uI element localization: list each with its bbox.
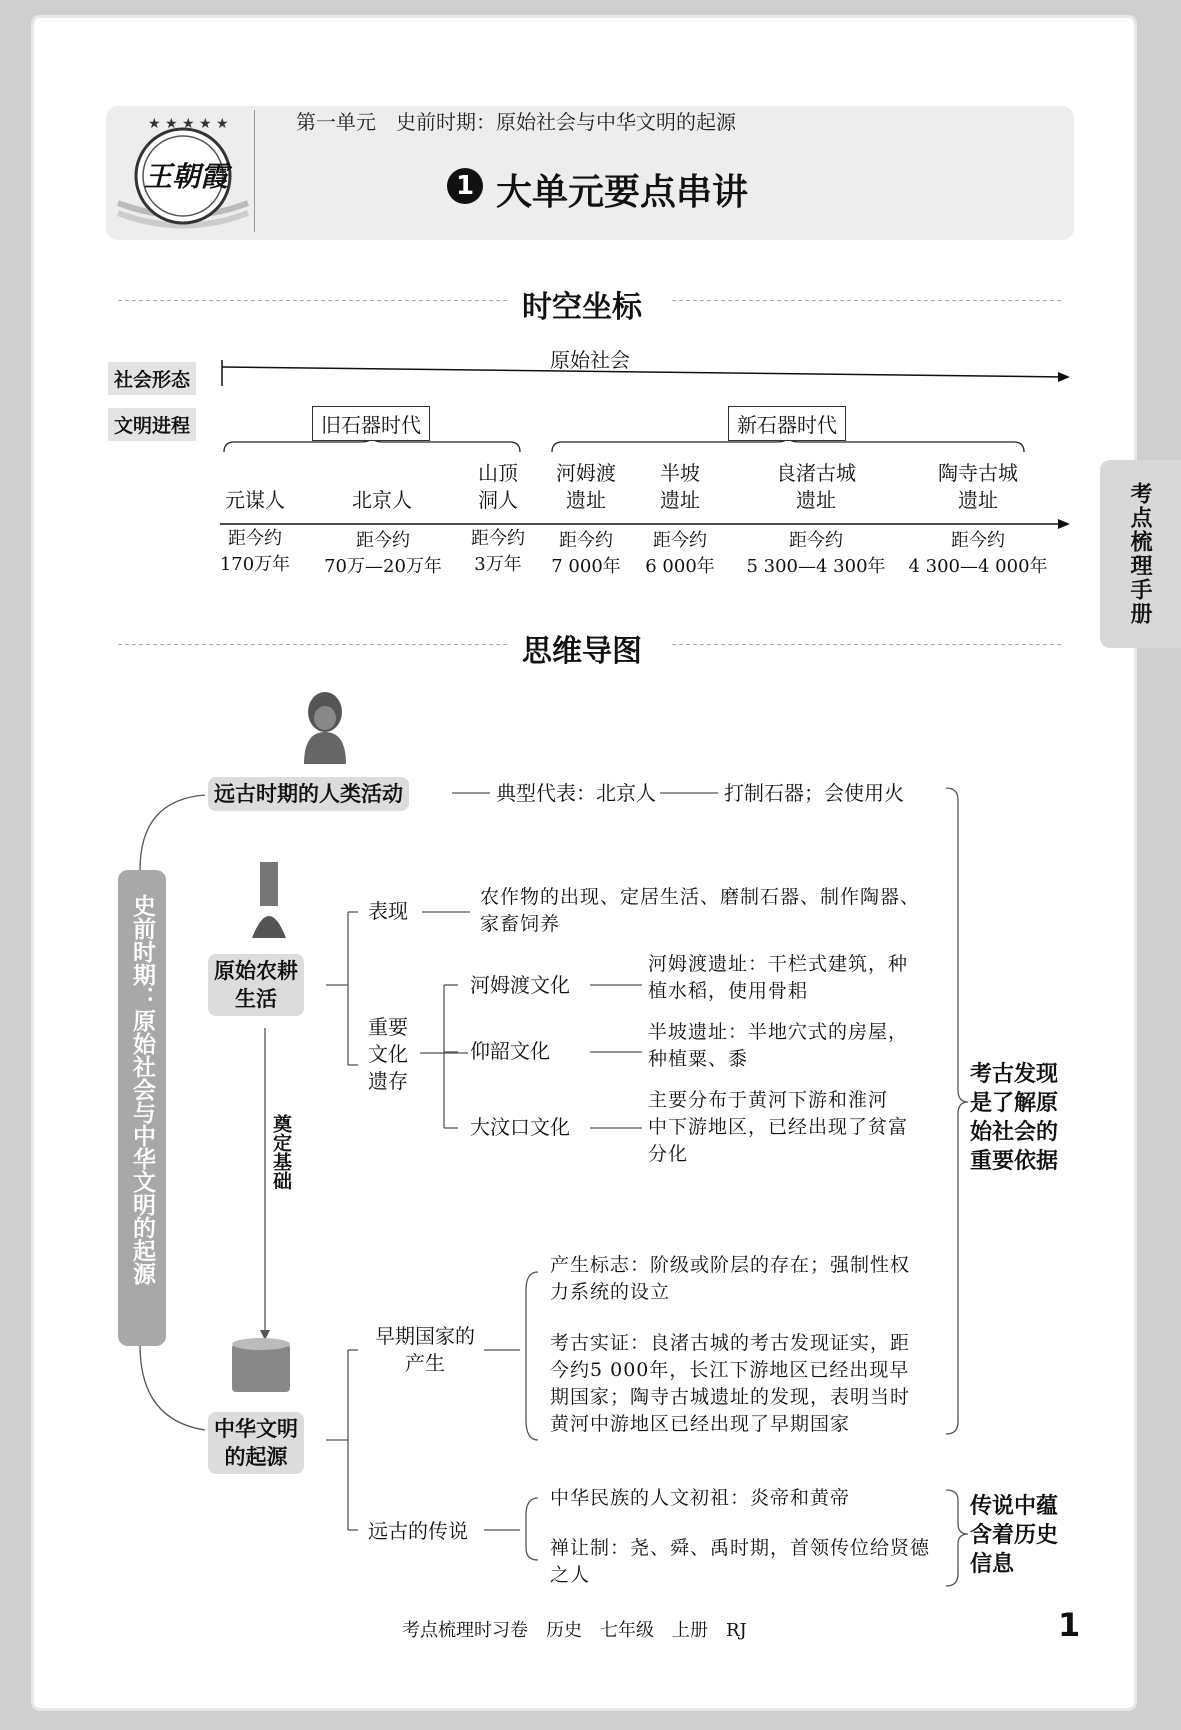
era-paleolithic: 旧石器时代 (312, 406, 430, 441)
site-name-banpo: 半坡 遗址 (660, 461, 700, 512)
node-origin-of-civilization[interactable]: 中华文明 的起源 (208, 1412, 304, 1474)
site-name-peking: 北京人 (352, 488, 412, 512)
timeline-row-label-society: 社会形态 (108, 362, 196, 395)
logo-text: 王朝霞 (144, 160, 229, 193)
culture-hemudu: 河姆渡文化 (470, 973, 570, 997)
performance-text: 农作物的出现、定居生活、磨制石器、制作陶器、 家畜饲养 (480, 886, 921, 935)
culture-dawenkou: 大汶口文化 (470, 1115, 570, 1139)
ancient-legends-label: 远古的传说 (368, 1519, 468, 1543)
page-number: 1 (1058, 1606, 1081, 1644)
site-time-banpo: 距今约 6 000年 (645, 530, 715, 577)
culture-hemudu-desc: 河姆渡遗址：干栏式建筑，种 植水稻，使用骨耜 (648, 953, 909, 1002)
performance-label: 表现 (368, 899, 408, 923)
footer-book-info: 考点梳理时习卷 历史 七年级 上册 RJ (402, 1620, 747, 1641)
stone-tool-image (244, 860, 294, 942)
ancestors-text: 中华民族的人文初祖：炎帝和黄帝 (550, 1487, 851, 1509)
culture-yangshao: 仰韶文化 (470, 1039, 550, 1063)
mindmap-root[interactable] (118, 870, 166, 1346)
site-name-liangzhu: 良渚古城 遗址 (776, 461, 856, 512)
abdication-text: 禅让制：尧、舜、禹时期，首领传位给贤德 之人 (550, 1537, 931, 1586)
important-heritage-label: 重要 文化 遗存 (368, 1015, 408, 1093)
svg-text:★ ★ ★ ★ ★: ★ ★ ★ ★ ★ (148, 116, 229, 132)
site-time-taosi: 距今约 4 300—4 000年 (908, 530, 1048, 577)
site-time-hemudu: 距今约 7 000年 (551, 530, 621, 577)
section-title-timeline: 时空坐标 (522, 290, 642, 325)
site-time-shanding: 距今约 3万年 (471, 528, 525, 575)
site-name-shanding: 山顶 洞人 (478, 461, 518, 512)
mindmap-root-label: 史前时期：原始社会与中华文明的起源 (129, 894, 155, 1285)
note-legends: 传说中蕴 含着历史 信息 (970, 1494, 1059, 1577)
early-state-label: 早期国家的 产生 (375, 1324, 475, 1375)
section-title-mindmap: 思维导图 (522, 634, 642, 669)
culture-yangshao-desc: 半坡遗址：半地穴式的房屋， 种植粟、黍 (648, 1021, 909, 1070)
link-label-foundation: 奠定基础 (270, 1114, 292, 1190)
site-time-peking: 距今约 70万—20万年 (324, 530, 442, 577)
typical-representative: 典型代表：北京人 (496, 781, 656, 805)
peking-man-bust-image (290, 690, 360, 766)
jade-cong-image (226, 1336, 296, 1396)
era-neolithic: 新石器时代 (728, 406, 846, 441)
tools-and-fire: 打制石器；会使用火 (724, 781, 904, 805)
lesson-title: 大单元要点串讲 (496, 172, 749, 213)
site-name-hemudu: 河姆渡 遗址 (556, 461, 616, 512)
site-time-yuanmou: 距今约 170万年 (219, 528, 291, 575)
site-time-liangzhu: 距今约 5 300—4 300年 (746, 530, 886, 577)
timeline-row-label-civilization: 文明进程 (108, 408, 196, 441)
unit-title: 第一单元 史前时期：原始社会与中华文明的起源 (296, 110, 736, 134)
side-tab-label: 考点梳理手册 (1127, 482, 1152, 626)
site-name-yuanmou: 元谋人 (225, 488, 285, 512)
society-label: 原始社会 (550, 348, 630, 372)
node-ancient-human-activity[interactable]: 远古时期的人类活动 (208, 777, 409, 811)
archaeological-proof-text: 考古实证：良渚古城的考古发现证实，距 今约5 000年，长江下游地区已经出现早 期国家；陶寺古城遗址的发现，表明当时 黄河中游地区已经出现了早期国家 (550, 1332, 911, 1435)
site-name-taosi: 陶寺古城 遗址 (938, 461, 1018, 512)
node-primitive-farming[interactable]: 原始农耕 生活 (208, 954, 304, 1016)
lesson-number-badge: 1 (447, 168, 483, 204)
note-archaeology: 考古发现 是了解原 始社会的 重要依据 (970, 1062, 1059, 1174)
culture-dawenkou-desc: 主要分布于黄河下游和淮河 中下游地区，已经出现了贫富 分化 (648, 1089, 909, 1165)
state-sign-text: 产生标志：阶级或阶层的存在；强制性权 力系统的设立 (550, 1254, 911, 1303)
